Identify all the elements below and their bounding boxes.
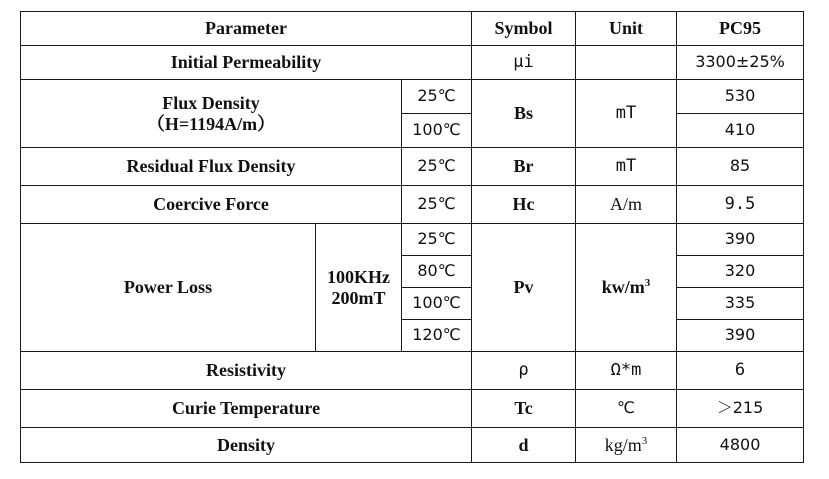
temp-coercive-force: 25℃ [402,186,472,224]
unit-curie-temperature: ℃ [576,390,677,428]
unit-resistivity: Ω*m [576,352,677,390]
value-power-loss-100: 335 [677,288,804,320]
temp-flux-density-25: 25℃ [402,80,472,114]
symbol-power-loss: Pv [472,224,576,352]
material-spec-table [20,11,804,463]
temp-flux-density-100: 100℃ [402,114,472,148]
flux-density-label: Flux Density [162,92,260,113]
temp-power-loss-100: 100℃ [402,288,472,320]
value-curie-temperature: ＞215 [677,390,804,428]
symbol-density: d [472,428,576,463]
table-row-flux-density-25 [21,80,804,114]
header-material: PC95 [677,12,804,46]
symbol-curie-temperature: Tc [472,390,576,428]
unit-power-loss-exp: 3 [644,277,651,290]
temp-power-loss-25: 25℃ [402,224,472,256]
value-resistivity: 6 [677,352,804,390]
power-loss-condition [316,224,402,352]
unit-flux-density: mT [576,80,677,148]
value-power-loss-120: 390 [677,320,804,352]
table-row-power-loss-25 [21,224,804,256]
header-symbol: Symbol [472,12,576,46]
value-power-loss-25: 390 [677,224,804,256]
value-coercive-force: 9.5 [677,186,804,224]
table-row-initial-permeability [21,46,804,80]
symbol-flux-density: Bs [472,80,576,148]
header-unit: Unit [576,12,677,46]
symbol-coercive-force: Hc [472,186,576,224]
temp-residual-flux-density: 25℃ [402,148,472,186]
unit-coercive-force: A/m [576,186,677,224]
unit-residual-flux-density: mT [576,148,677,186]
value-density: 4800 [677,428,804,463]
param-residual-flux-density: Residual Flux Density [21,148,402,186]
unit-power-loss [576,224,677,352]
table-row-residual-flux-density [21,148,804,186]
flux-density-condition: （H=1194A/m） [146,113,276,134]
table-row-coercive-force [21,186,804,224]
header-parameter: Parameter [21,12,472,46]
unit-density-base: kg/m [604,434,642,455]
table-row-density [21,428,804,463]
unit-initial-permeability [576,46,677,80]
symbol-initial-permeability: μi [472,46,576,80]
param-curie-temperature: Curie Temperature [21,390,472,428]
temp-power-loss-120: 120℃ [402,320,472,352]
table-header-row [21,12,804,46]
param-density: Density [21,428,472,463]
value-flux-density-100: 410 [677,114,804,148]
value-flux-density-25: 530 [677,80,804,114]
value-residual-flux-density: 85 [677,148,804,186]
table-row-curie-temperature [21,390,804,428]
value-initial-permeability: 3300±25% [677,46,804,80]
unit-power-loss-base: kw/m [601,277,645,298]
temp-power-loss-80: 80℃ [402,256,472,288]
param-power-loss: Power Loss [21,224,316,352]
param-resistivity: Resistivity [21,352,472,390]
value-power-loss-80: 320 [677,256,804,288]
unit-density-exp: 3 [641,434,648,447]
symbol-resistivity: ρ [472,352,576,390]
unit-density [576,428,677,463]
table-row-resistivity [21,352,804,390]
param-coercive-force: Coercive Force [21,186,402,224]
power-loss-field: 200mT [331,287,386,308]
power-loss-frequency: 100KHz [327,266,390,287]
param-flux-density [21,80,402,148]
symbol-residual-flux-density: Br [472,148,576,186]
param-initial-permeability: Initial Permeability [21,46,472,80]
